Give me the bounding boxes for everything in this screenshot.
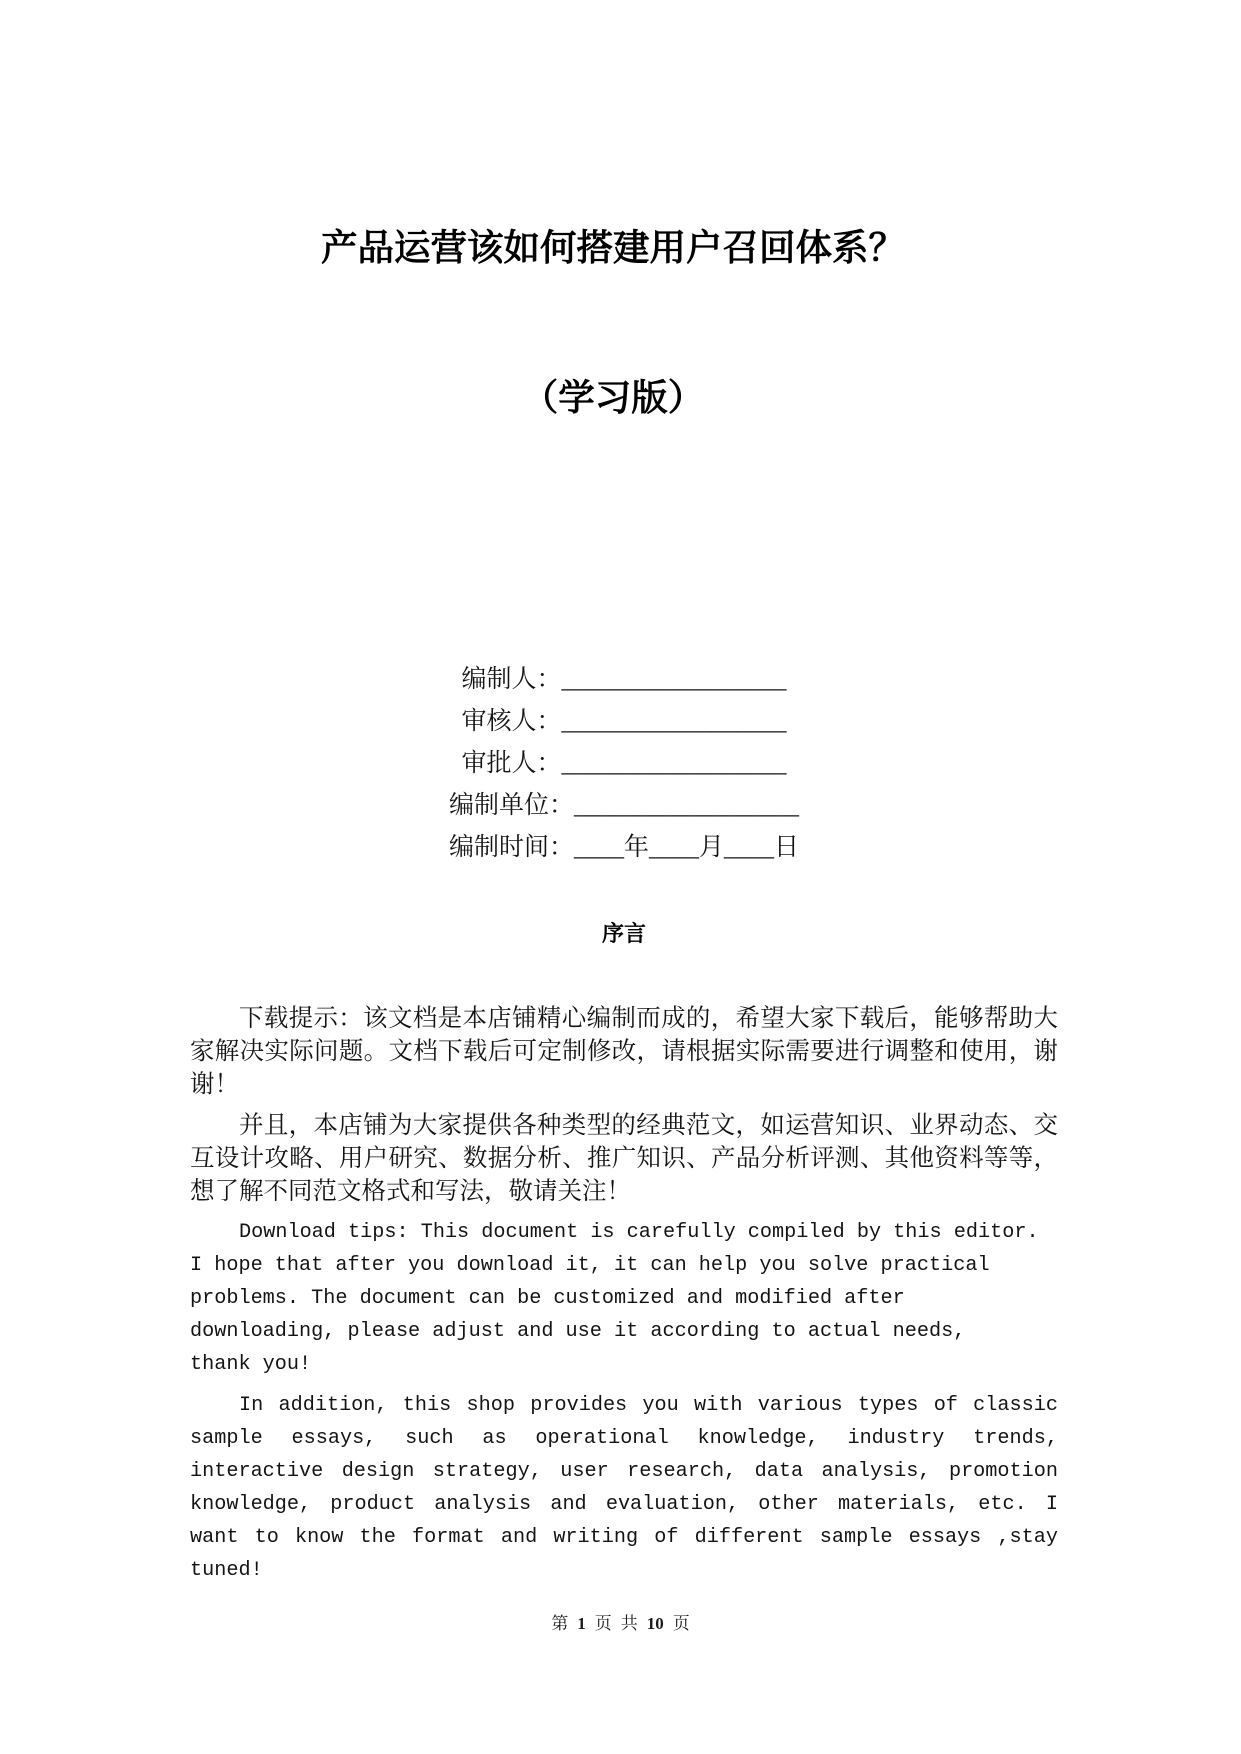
paragraph-line: 想了解不同范文格式和写法，敬请关注！ (190, 1178, 631, 1205)
current-page-number: 1 (577, 1614, 586, 1633)
form-row-unit (190, 785, 1058, 827)
paragraph-line: problems. The document can be customized and modified after (190, 1287, 905, 1310)
page-footer (0, 1612, 1241, 1636)
footer-total-prefix: 共 (620, 1614, 638, 1633)
paragraph-line: In addition, this shop provides you with various types of classic (239, 1394, 1058, 1417)
preface-body (190, 1002, 1058, 1595)
approval-form (190, 659, 1058, 869)
paragraph-line: I hope that after you download it, it can help you solve practical (190, 1254, 990, 1277)
paragraph-line: 下载提示：该文档是本店铺精心编制而成的，希望大家下载后，能够帮助大 (239, 1005, 1058, 1032)
paragraph-line: want to know the format and writing of different sample essays ,stay (190, 1526, 1058, 1549)
form-label: 审批人： (461, 750, 562, 777)
paragraph-line: downloading, please adjust and use it according to actual needs, (190, 1320, 966, 1343)
paragraph-line: tuned! (190, 1559, 263, 1582)
form-label: 编制人： (461, 666, 562, 693)
total-page-count: 10 (646, 1614, 664, 1633)
footer-page-suffix: 页 (594, 1614, 612, 1633)
form-label: 编制单位： (448, 792, 574, 819)
paragraph-line: knowledge, product analysis and evaluation, other materials, etc. I (190, 1493, 1058, 1516)
form-blank: __________________ (561, 708, 787, 735)
paragraph-line: 谢！ (190, 1071, 239, 1098)
document-subtitle: （学习版） (521, 377, 705, 418)
paragraph-line: 家解决实际问题。文档下载后可定制修改，请根据实际需要进行调整和使用，谢 (190, 1038, 1058, 1065)
paragraph-shop-intro-zh (190, 1109, 1058, 1208)
form-label: 编制时间： (448, 834, 574, 861)
paragraph-download-tips-zh (190, 1002, 1058, 1101)
paragraph-line: 并且，本店铺为大家提供各种类型的经典范文，如运营知识、业界动态、交 (239, 1112, 1058, 1139)
footer-page-prefix: 第 (551, 1614, 569, 1633)
preface-heading: 序言 (601, 921, 646, 946)
paragraph-line: sample essays, such as operational knowledge, industry trends, (190, 1427, 1058, 1450)
form-blank: ____年____月____日 (574, 834, 800, 861)
paragraph-line: Download tips: This document is carefully compiled by this editor. (239, 1221, 1039, 1244)
form-row-author (190, 659, 1058, 701)
paragraph-shop-intro-en (190, 1389, 1058, 1587)
form-blank: __________________ (561, 666, 787, 693)
paragraph-line: thank you! (190, 1353, 312, 1376)
form-row-approver (190, 743, 1058, 785)
form-blank: __________________ (574, 792, 799, 819)
footer-total-suffix: 页 (672, 1614, 690, 1633)
form-row-reviewer (190, 701, 1058, 743)
form-label: 审核人： (461, 708, 562, 735)
form-row-date (190, 827, 1058, 869)
paragraph-line: 互设计攻略、用户研究、数据分析、推广知识、产品分析评测、其他资料等等， (190, 1145, 1058, 1172)
document-title: 产品运营该如何搭建用户召回体系？ (321, 227, 905, 268)
paragraph-download-tips-en (190, 1216, 1058, 1381)
paragraph-line: interactive design strategy, user research, data analysis, promotion (190, 1460, 1058, 1483)
form-blank: __________________ (561, 750, 787, 777)
